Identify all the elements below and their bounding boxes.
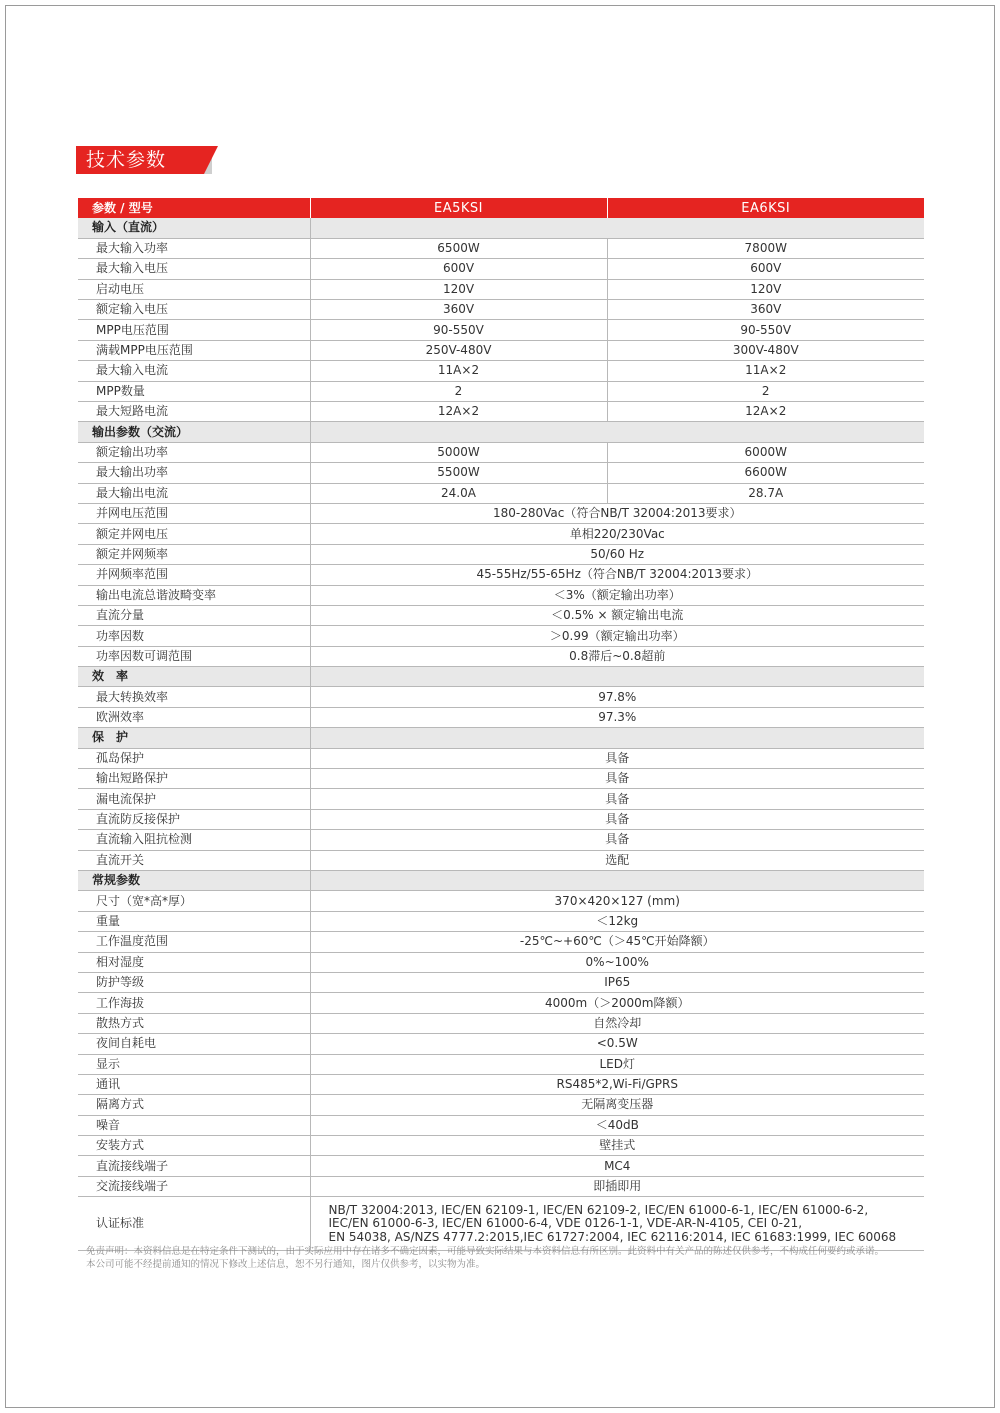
table-row xyxy=(78,1034,924,1054)
table-row xyxy=(78,1197,924,1251)
row-value-model-2: 6000W xyxy=(607,442,924,462)
group-value-cell xyxy=(310,667,924,687)
cert-standards-cell xyxy=(310,1197,924,1251)
row-value-model-1: 12A×2 xyxy=(310,402,607,422)
row-label: 孤岛保护 xyxy=(78,748,310,768)
header-param-label: 参数 / 型号 xyxy=(78,198,310,218)
row-label: 最大输出功率 xyxy=(78,463,310,483)
row-value-model-1: 90-550V xyxy=(310,320,607,340)
row-value-model-1: 120V xyxy=(310,279,607,299)
table-row xyxy=(78,381,924,401)
table-group-row xyxy=(78,871,924,891)
group-value-cell xyxy=(310,871,924,891)
row-label: 噪音 xyxy=(78,1115,310,1135)
group-label: 输入（直流） xyxy=(78,218,310,238)
row-value-model-2: 120V xyxy=(607,279,924,299)
row-value-shared: RS485*2,Wi-Fi/GPRS xyxy=(310,1074,924,1094)
group-label: 保 护 xyxy=(78,728,310,748)
row-label: 额定输出功率 xyxy=(78,442,310,462)
row-value-shared: 自然冷却 xyxy=(310,1013,924,1033)
row-label: 满载MPP电压范围 xyxy=(78,340,310,360)
table-row xyxy=(78,524,924,544)
table-row xyxy=(78,238,924,258)
table-row xyxy=(78,911,924,931)
row-label: 通讯 xyxy=(78,1074,310,1094)
row-label: 直流开关 xyxy=(78,850,310,870)
row-label: 欧洲效率 xyxy=(78,707,310,727)
disclaimer-line: 免责声明：本资料信息是在特定条件下测试的，由于实际应用中存在诸多不确定因素，可能导致实际结果与本资料信息有所区别。此资料中有关产品的陈述仅供参考，不构成任何要约或承诺。 xyxy=(86,1246,885,1257)
table-row xyxy=(78,769,924,789)
row-value-shared: 具备 xyxy=(310,809,924,829)
row-value-shared: ＜0.5% × 额定输出电流 xyxy=(310,605,924,625)
row-value-shared: ＜40dB xyxy=(310,1115,924,1135)
table-row xyxy=(78,687,924,707)
table-row xyxy=(78,300,924,320)
table-group-row xyxy=(78,218,924,238)
table-row xyxy=(78,972,924,992)
row-label: 夜间自耗电 xyxy=(78,1034,310,1054)
row-label: 最大输入电压 xyxy=(78,259,310,279)
section-title-banner xyxy=(76,146,226,174)
group-label: 常规参数 xyxy=(78,871,310,891)
table-row xyxy=(78,1115,924,1135)
row-label: 隔离方式 xyxy=(78,1095,310,1115)
row-value-model-1: 6500W xyxy=(310,238,607,258)
row-value-shared: 具备 xyxy=(310,789,924,809)
table-row xyxy=(78,1156,924,1176)
table-row xyxy=(78,891,924,911)
table-group-row xyxy=(78,422,924,442)
group-label: 效 率 xyxy=(78,667,310,687)
row-label: 尺寸（宽*高*厚） xyxy=(78,891,310,911)
table-row xyxy=(78,544,924,564)
table-row xyxy=(78,585,924,605)
row-label: 直流输入阻抗检测 xyxy=(78,830,310,850)
header-model-2: EA6KSI xyxy=(607,198,924,218)
row-value-model-2: 7800W xyxy=(607,238,924,258)
row-label: 直流分量 xyxy=(78,605,310,625)
row-label: 最大转换效率 xyxy=(78,687,310,707)
table-row xyxy=(78,1013,924,1033)
table-row xyxy=(78,830,924,850)
row-label: 认证标准 xyxy=(78,1197,310,1251)
section-title: 技术参数 xyxy=(86,149,167,171)
disclaimer xyxy=(86,1245,926,1271)
row-value-shared: 0%~100% xyxy=(310,952,924,972)
table-row xyxy=(78,605,924,625)
table-row xyxy=(78,402,924,422)
row-value-model-1: 2 xyxy=(310,381,607,401)
row-value-model-1: 5000W xyxy=(310,442,607,462)
row-label: 漏电流保护 xyxy=(78,789,310,809)
table-row xyxy=(78,1074,924,1094)
table-row xyxy=(78,1095,924,1115)
row-label: 最大输出电流 xyxy=(78,483,310,503)
row-label: 相对湿度 xyxy=(78,952,310,972)
row-value-shared: 具备 xyxy=(310,748,924,768)
table-row xyxy=(78,789,924,809)
table-row xyxy=(78,279,924,299)
table-row xyxy=(78,809,924,829)
row-label: MPP电压范围 xyxy=(78,320,310,340)
row-value-model-2: 600V xyxy=(607,259,924,279)
row-value-shared: 180-280Vac（符合NB/T 32004:2013要求） xyxy=(310,503,924,523)
row-value-shared: <0.5W xyxy=(310,1034,924,1054)
row-value-model-1: 24.0A xyxy=(310,483,607,503)
table-row xyxy=(78,259,924,279)
row-value-shared: ＜3%（额定输出功率） xyxy=(310,585,924,605)
group-value-cell xyxy=(310,422,924,442)
header-model-1: EA5KSI xyxy=(310,198,607,218)
row-label: 散热方式 xyxy=(78,1013,310,1033)
row-value-shared: 单相220/230Vac xyxy=(310,524,924,544)
row-value-shared: LED灯 xyxy=(310,1054,924,1074)
row-value-model-1: 360V xyxy=(310,300,607,320)
row-value-model-2: 360V xyxy=(607,300,924,320)
row-value-model-1: 11A×2 xyxy=(310,361,607,381)
row-value-shared: 370×420×127 (mm) xyxy=(310,891,924,911)
row-value-shared: 45-55Hz/55-65Hz（符合NB/T 32004:2013要求） xyxy=(310,565,924,585)
group-value-cell xyxy=(310,728,924,748)
row-value-shared: 0.8滞后~0.8超前 xyxy=(310,646,924,666)
row-value-shared: ＞0.99（额定输出功率） xyxy=(310,626,924,646)
row-value-shared: 4000m（＞2000m降额） xyxy=(310,993,924,1013)
row-value-shared: 无隔离变压器 xyxy=(310,1095,924,1115)
row-label: 额定并网频率 xyxy=(78,544,310,564)
row-value-shared: ＜12kg xyxy=(310,911,924,931)
row-value-model-2: 90-550V xyxy=(607,320,924,340)
table-row xyxy=(78,707,924,727)
table-row xyxy=(78,483,924,503)
table-row xyxy=(78,993,924,1013)
table-row xyxy=(78,646,924,666)
row-value-shared: 97.8% xyxy=(310,687,924,707)
row-label: 启动电压 xyxy=(78,279,310,299)
row-label: 额定输入电压 xyxy=(78,300,310,320)
row-label: 最大输入功率 xyxy=(78,238,310,258)
row-label: 并网频率范围 xyxy=(78,565,310,585)
row-value-model-2: 300V-480V xyxy=(607,340,924,360)
row-label: 功率因数 xyxy=(78,626,310,646)
row-value-shared: MC4 xyxy=(310,1156,924,1176)
spec-table-header xyxy=(78,198,924,218)
row-label: 直流防反接保护 xyxy=(78,809,310,829)
table-row xyxy=(78,952,924,972)
row-label: 工作海拔 xyxy=(78,993,310,1013)
row-label: 额定并网电压 xyxy=(78,524,310,544)
row-value-shared: 97.3% xyxy=(310,707,924,727)
row-label: 功率因数可调范围 xyxy=(78,646,310,666)
row-label: 交流接线端子 xyxy=(78,1176,310,1196)
row-value-shared: 具备 xyxy=(310,769,924,789)
row-value-model-2: 11A×2 xyxy=(607,361,924,381)
row-value-shared: IP65 xyxy=(310,972,924,992)
row-label: 工作温度范围 xyxy=(78,932,310,952)
row-value-model-1: 600V xyxy=(310,259,607,279)
table-row xyxy=(78,748,924,768)
row-label: 并网电压范围 xyxy=(78,503,310,523)
row-value-model-2: 6600W xyxy=(607,463,924,483)
table-row xyxy=(78,503,924,523)
row-value-shared: 选配 xyxy=(310,850,924,870)
table-row xyxy=(78,1054,924,1074)
row-label: 输出电流总谐波畸变率 xyxy=(78,585,310,605)
table-row xyxy=(78,850,924,870)
row-label: 输出短路保护 xyxy=(78,769,310,789)
group-label: 输出参数（交流） xyxy=(78,422,310,442)
row-value-shared: -25℃~+60℃（＞45℃开始降额） xyxy=(310,932,924,952)
row-value-shared: 壁挂式 xyxy=(310,1136,924,1156)
table-row xyxy=(78,340,924,360)
row-value-shared: 50/60 Hz xyxy=(310,544,924,564)
cert-standards-line: NB/T 32004:2013, IEC/EN 62109-1, IEC/EN 62109-2, IEC/EN 61000-6-1, IEC/EN 61000-6-2, xyxy=(328,1202,869,1217)
row-label: 防护等级 xyxy=(78,972,310,992)
row-label: 显示 xyxy=(78,1054,310,1074)
table-row xyxy=(78,932,924,952)
spec-table-body xyxy=(78,218,924,1251)
row-value-model-2: 28.7A xyxy=(607,483,924,503)
cert-standards-line: IEC/EN 61000-6-3, IEC/EN 61000-6-4, VDE 0126-1-1, VDE-AR-N-4105, CEI 0-21, xyxy=(328,1216,803,1230)
row-value-model-2: 2 xyxy=(607,381,924,401)
row-label: 安装方式 xyxy=(78,1136,310,1156)
table-group-row xyxy=(78,728,924,748)
table-group-row xyxy=(78,667,924,687)
banner-tail-shape xyxy=(204,146,218,174)
row-label: 重量 xyxy=(78,911,310,931)
table-row xyxy=(78,565,924,585)
disclaimer-line: 本公司可能不经提前通知的情况下修改上述信息，恕不另行通知，图片仅供参考，以实物为准。 xyxy=(86,1259,486,1270)
cert-standards-line: EN 54038, AS/NZS 4777.2:2015,IEC 61727:2004, IEC 62116:2014, IEC 61683:1999, IEC 60068 xyxy=(328,1229,897,1244)
table-row xyxy=(78,320,924,340)
row-label: 最大输入电流 xyxy=(78,361,310,381)
row-value-shared: 具备 xyxy=(310,830,924,850)
table-row xyxy=(78,1136,924,1156)
row-value-model-1: 5500W xyxy=(310,463,607,483)
table-row xyxy=(78,626,924,646)
row-label: 最大短路电流 xyxy=(78,402,310,422)
table-row xyxy=(78,1176,924,1196)
table-row xyxy=(78,361,924,381)
row-label: MPP数量 xyxy=(78,381,310,401)
table-row xyxy=(78,463,924,483)
group-value-cell xyxy=(310,218,924,238)
row-value-model-2: 12A×2 xyxy=(607,402,924,422)
row-label: 直流接线端子 xyxy=(78,1156,310,1176)
row-value-shared: 即插即用 xyxy=(310,1176,924,1196)
table-row xyxy=(78,442,924,462)
row-value-model-1: 250V-480V xyxy=(310,340,607,360)
spec-table xyxy=(78,198,924,1251)
